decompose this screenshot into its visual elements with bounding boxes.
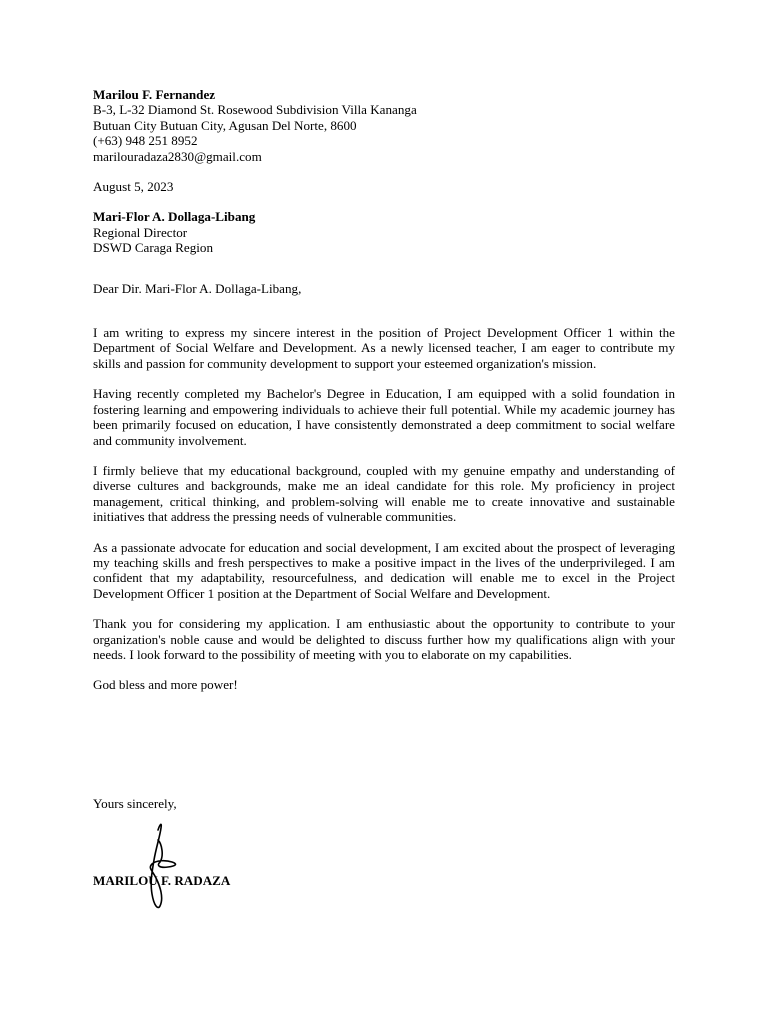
- spacer: [93, 525, 675, 540]
- recipient-name: Mari-Flor A. Dollaga-Libang: [93, 209, 256, 225]
- body-paragraph-3: I firmly believe that my educational background, coupled with my genuine empathy and understanding of diverse cultures and backgrounds, make me an ideal candidate for this role. My proficiency in project management, critical thinking, and problem-solving will enable me to create innovative and sustainable initiatives that address the pressing needs of vulnerable communities.: [93, 462, 675, 525]
- sender-email: marilouradaza2830@gmail.com: [93, 148, 262, 164]
- sender-address-line1: B-3, L-32 Diamond St. Rosewood Subdivision Villa Kananga: [93, 102, 417, 118]
- spacer: [93, 371, 675, 386]
- recipient-block: [93, 209, 675, 255]
- handwritten-signature: [138, 820, 188, 916]
- sender-phone: (+63) 948 251 8952: [93, 133, 198, 149]
- body-paragraph-2: Having recently completed my Bachelor's Degree in Education, I am equipped with a solid foundation in fostering learning and empowering individuals to achieve their full potential. While my academic journey has been primarily focused on education, I have consistently demonstrated a deep commitment to social welfare and community involvement.: [93, 386, 675, 448]
- sender-address-line2: Butuan City Butuan City, Agusan Del Norte, 8600: [93, 117, 357, 133]
- spacer: [93, 256, 675, 281]
- letter-date: August 5, 2023: [93, 179, 174, 195]
- body-paragraph-4: As a passionate advocate for education and social development, I am excited about the prospect of leveraging my teaching skills and fresh perspectives to make a positive impact in the lives of the underprivileged. I am confident that my adaptability, resourcefulness, and dedication will enable me to excel in the Project Development Officer 1 position at the Department of Social Welfare and Development.: [93, 539, 675, 601]
- sender-name: Marilou F. Fernandez: [93, 87, 216, 102]
- body-paragraph-1: I am writing to express my sincere interest in the position of Project Development Officer 1 within the Department of Social Welfare and Development. As a newly licensed teacher, I am eager to contribute my skills and passion for community development to support your esteemed organization's mission.: [93, 325, 675, 371]
- letter-page: [93, 87, 675, 693]
- spacer: [93, 448, 675, 463]
- spacer: [93, 662, 675, 677]
- recipient-title: Regional Director: [93, 224, 188, 240]
- body-paragraph-6: God bless and more power!: [93, 677, 238, 693]
- signatory-name: MARILOU F. RADAZA: [93, 873, 231, 888]
- recipient-organization: DSWD Caraga Region: [93, 240, 213, 256]
- spacer: [93, 164, 675, 179]
- sender-block: [93, 87, 675, 164]
- spacer: [93, 296, 675, 325]
- body-paragraph-5: Thank you for considering my application. I am enthusiastic about the opportunity to contribute to your organization's noble cause and would be delighted to discuss further how my qualifications align with your needs. I look forward to the possibility of meeting with you to elaborate on my capabilities.: [93, 616, 675, 662]
- salutation: Dear Dir. Mari-Flor A. Dollaga-Libang,: [93, 280, 302, 296]
- spacer: [93, 194, 675, 209]
- spacer: [93, 601, 675, 616]
- closing: Yours sincerely,: [93, 796, 177, 811]
